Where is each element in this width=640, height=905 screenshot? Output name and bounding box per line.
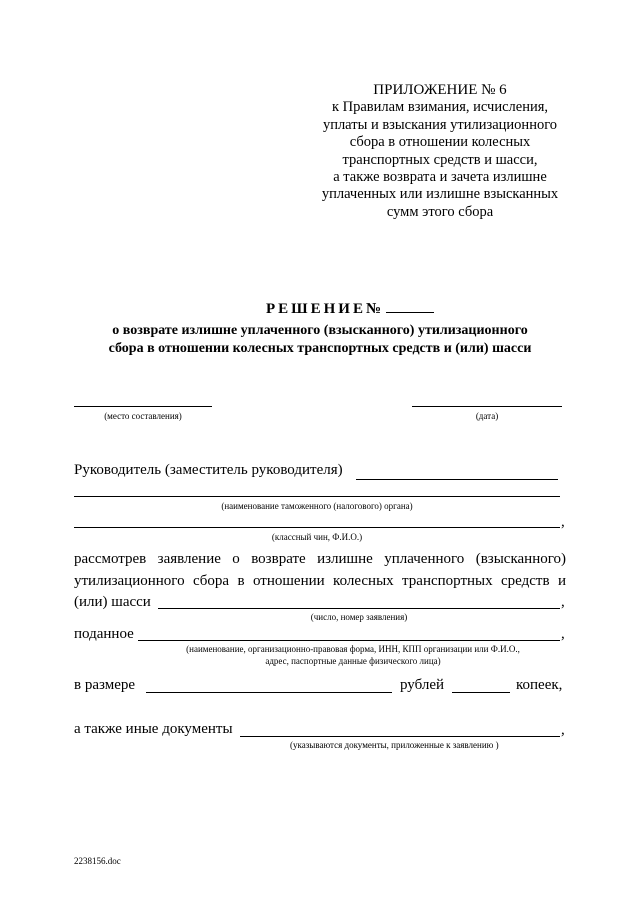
appendix-line: уплаченных или излишне взысканных <box>321 186 559 203</box>
subtitle-line: о возврате излишне уплаченного (взысканного) утилизационного <box>112 323 528 338</box>
date-field[interactable] <box>412 406 562 407</box>
place-caption: (место составления) <box>104 411 182 421</box>
amount-label: в размере <box>74 677 136 693</box>
organization-caption: (наименование таможенного (налогового) органа) <box>221 501 413 511</box>
documents-field[interactable] <box>240 736 560 737</box>
document-id: 2238156.doc <box>74 856 121 866</box>
appendix-line: а также возврата и зачета излишне <box>333 169 547 186</box>
appendix-line: транспортных средств и шасси, <box>342 151 538 168</box>
submitted-caption: адрес, паспортные данные физического лица) <box>265 656 441 666</box>
rubles-field[interactable] <box>146 692 392 693</box>
place-field[interactable] <box>74 406 212 407</box>
organization-field[interactable] <box>74 496 560 497</box>
head-name-field[interactable] <box>356 479 558 480</box>
kopeks-field[interactable] <box>452 692 510 693</box>
appendix-line: сумм этого сбора <box>386 203 494 220</box>
decision-number-field[interactable] <box>386 298 434 313</box>
application-field[interactable] <box>158 608 560 609</box>
documents-label: а также иные документы <box>74 721 233 737</box>
appendix-header <box>300 82 580 221</box>
decision-header <box>60 298 580 318</box>
documents-caption: (указываются документы, приложенные к заявлению ) <box>290 740 499 750</box>
decision-subtitle <box>60 322 580 358</box>
rank-comma: , <box>561 514 565 530</box>
review-line-start: (или) шасси <box>74 594 151 610</box>
date-caption: (дата) <box>475 411 499 421</box>
appendix-title: ПРИЛОЖЕНИЕ № 6 <box>373 82 507 98</box>
submitted-caption: (наименование, организационно-правовая форма, ИНН, КПП организации или Ф.И.О., <box>186 644 520 654</box>
head-label: Руководитель (заместитель руководителя) <box>74 462 343 478</box>
application-caption: (число, номер заявления) <box>310 612 408 622</box>
decision-title-text: РЕШЕНИЕ№ <box>265 301 385 317</box>
rubles-label: рублей <box>400 677 445 693</box>
decision-title <box>60 298 580 318</box>
subtitle-line: сбора в отношении колесных транспортных средств и (или) шасси <box>108 341 532 356</box>
submitted-comma: , <box>561 626 565 642</box>
rank-caption: (классный чин, Ф.И.О.) <box>271 532 363 542</box>
appendix-line: уплаты и взыскания утилизационного <box>322 116 558 133</box>
review-line: утилизационного сбора в отношении колесных транспортных средств и <box>74 573 566 589</box>
submitted-label: поданное <box>74 626 134 642</box>
application-comma: , <box>561 594 565 610</box>
documents-comma: , <box>561 722 565 738</box>
kopeks-label: копеек, <box>516 677 563 693</box>
rank-field[interactable] <box>74 527 560 528</box>
review-line: рассмотрев заявление о возврате излишне уплаченного (взысканного) <box>74 551 566 567</box>
appendix-line: к Правилам взимания, исчисления, <box>331 99 549 116</box>
appendix-line: сбора в отношении колесных <box>349 134 531 151</box>
submitted-field[interactable] <box>138 640 560 641</box>
